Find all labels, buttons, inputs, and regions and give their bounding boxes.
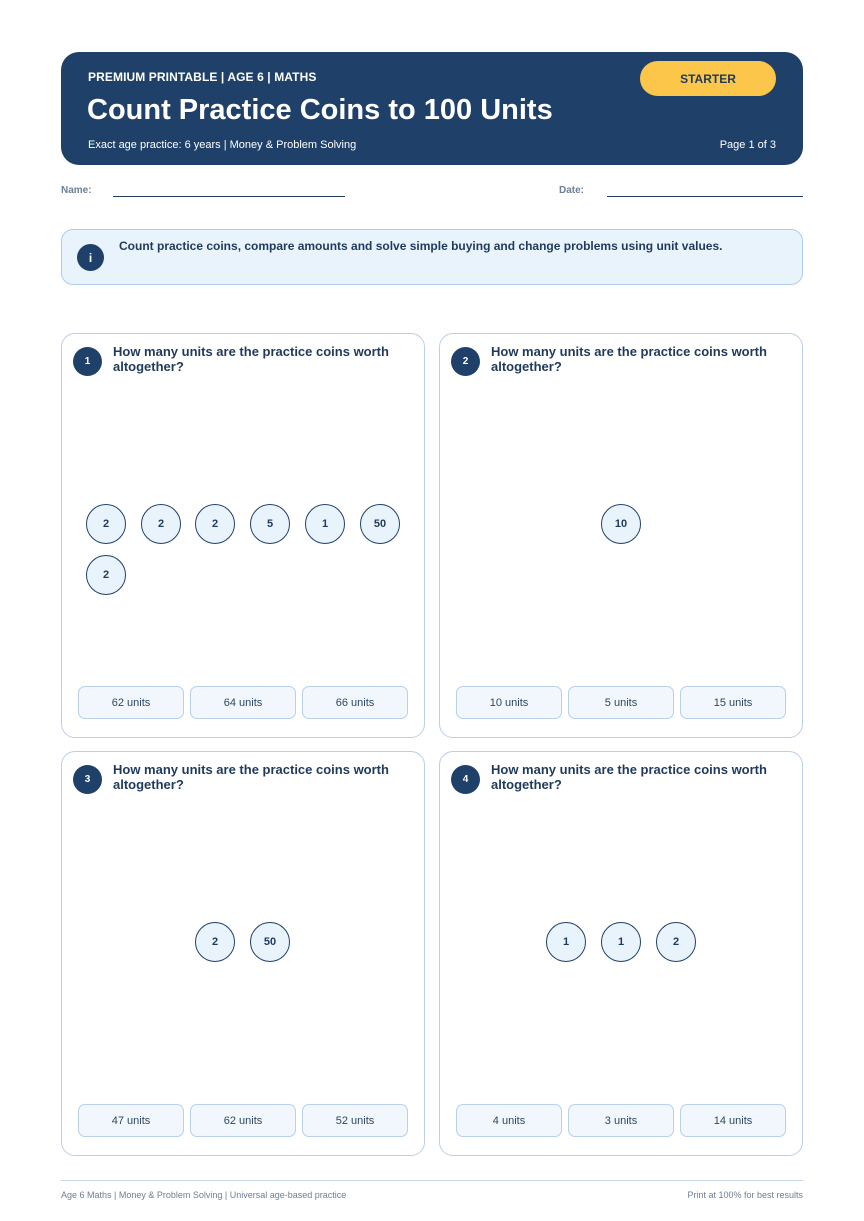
- coin: 1: [305, 504, 345, 544]
- question-number: 3: [73, 765, 102, 794]
- question-number: 1: [73, 347, 102, 376]
- page-number: Page 1 of 3: [719, 139, 776, 151]
- student-fields: [61, 184, 803, 200]
- answer-option[interactable]: 47 units: [78, 1104, 184, 1137]
- answer-option[interactable]: 64 units: [190, 686, 296, 719]
- info-icon: i: [77, 244, 104, 271]
- answer-option[interactable]: 62 units: [78, 686, 184, 719]
- answer-option[interactable]: 4 units: [456, 1104, 562, 1137]
- coin: 1: [601, 922, 641, 962]
- answer-option[interactable]: 62 units: [190, 1104, 296, 1137]
- date-line[interactable]: [607, 196, 803, 197]
- answer-option[interactable]: 3 units: [568, 1104, 674, 1137]
- coin: 50: [250, 922, 290, 962]
- coin: 2: [86, 555, 126, 595]
- question-card-2: [439, 333, 803, 738]
- page-title: Count Practice Coins to 100 Units: [87, 94, 553, 126]
- header-subtitle: Exact age practice: 6 years | Money & Problem Solving: [88, 139, 357, 151]
- answer-option[interactable]: 66 units: [302, 686, 408, 719]
- coin: 2: [195, 922, 235, 962]
- question-card-3: [61, 751, 425, 1156]
- answer-option[interactable]: 52 units: [302, 1104, 408, 1137]
- question-text: How many units are the practice coins worth altogether?: [113, 762, 389, 792]
- page-footer: [61, 1180, 803, 1200]
- coin-group: [440, 752, 802, 1155]
- coin: 50: [360, 504, 400, 544]
- question-number: 2: [451, 347, 480, 376]
- coin: 1: [546, 922, 586, 962]
- coin: 2: [656, 922, 696, 962]
- coin-group: [62, 752, 424, 1155]
- answer-option[interactable]: 14 units: [680, 1104, 786, 1137]
- instructions-text: Count practice coins, compare amounts and solve simple buying and change problems using unit values.: [119, 239, 723, 253]
- header-kicker: PREMIUM PRINTABLE | AGE 6 | MATHS: [88, 70, 317, 84]
- coin: 2: [86, 504, 126, 544]
- question-text: How many units are the practice coins worth altogether?: [491, 762, 767, 792]
- answer-option[interactable]: 10 units: [456, 686, 562, 719]
- answer-option[interactable]: 5 units: [568, 686, 674, 719]
- coin: 2: [141, 504, 181, 544]
- coin: 2: [195, 504, 235, 544]
- coin: 10: [601, 504, 641, 544]
- coin: 5: [250, 504, 290, 544]
- question-text: How many units are the practice coins worth altogether?: [491, 344, 767, 374]
- instructions-box: [61, 229, 803, 285]
- answer-option[interactable]: 15 units: [680, 686, 786, 719]
- level-badge: STARTER: [640, 61, 776, 96]
- footer-left: Age 6 Maths | Money & Problem Solving | Universal age-based practice: [61, 1190, 347, 1200]
- worksheet-header: [61, 52, 803, 165]
- footer-right: Print at 100% for best results: [687, 1190, 803, 1200]
- name-label: Name:: [61, 185, 92, 196]
- date-label: Date:: [559, 185, 585, 196]
- coin-group: [440, 334, 802, 737]
- coin-group: [62, 334, 424, 737]
- question-card-4: [439, 751, 803, 1156]
- question-text: How many units are the practice coins worth altogether?: [113, 344, 389, 374]
- question-card-1: [61, 333, 425, 738]
- question-number: 4: [451, 765, 480, 794]
- name-line[interactable]: [113, 196, 345, 197]
